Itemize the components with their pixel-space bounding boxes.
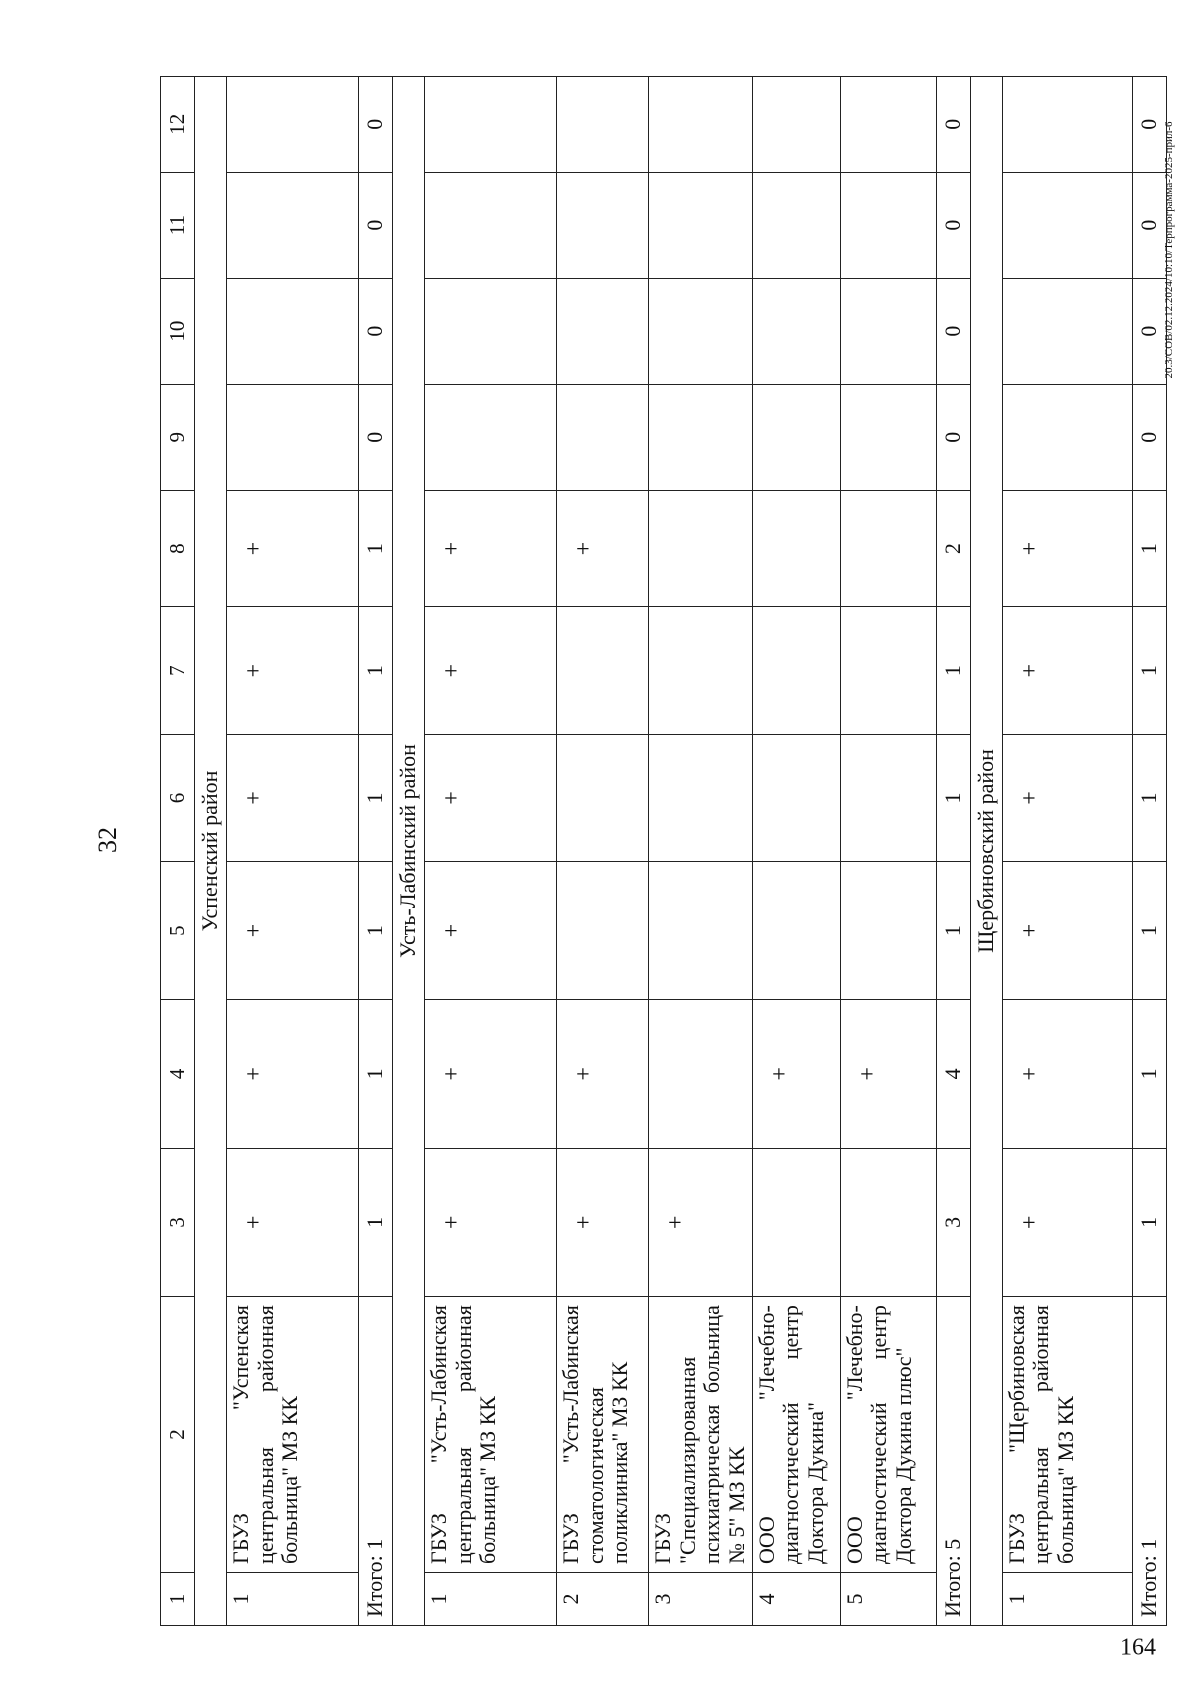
mark-cell: + [840,1000,936,1149]
total-value: 1 [936,862,970,1000]
mark-cell [840,1148,936,1297]
total-value: 1 [359,734,393,861]
mark-cell: + [1002,1148,1132,1297]
total-value: 0 [936,384,970,490]
column-header-2: 2 [161,1297,195,1573]
column-header-10: 10 [161,278,195,384]
mark-cell: + [557,1148,649,1297]
mark-cell: + [227,1148,359,1297]
total-value: 1 [1132,490,1166,607]
mark-cell: + [227,734,359,861]
column-header-4: 4 [161,1000,195,1149]
mark-cell [227,77,359,173]
mark-cell: + [425,490,557,607]
mark-cell [840,384,936,490]
mark-cell [840,77,936,173]
total-value: 1 [359,1148,393,1297]
mark-cell [752,384,840,490]
mark-cell [649,1000,753,1149]
row-number: 3 [649,1572,753,1625]
total-label: Итого: 1 [359,1297,393,1626]
mark-cell [1002,172,1132,278]
mark-cell: + [1002,734,1132,861]
total-value: 0 [359,384,393,490]
column-header-3: 3 [161,1148,195,1297]
column-header-8: 8 [161,490,195,607]
total-row [359,77,393,1626]
mark-cell [752,490,840,607]
total-value: 0 [359,77,393,173]
total-label: Итого: 5 [936,1297,970,1626]
total-value: 0 [936,172,970,278]
total-value: 0 [359,278,393,384]
mark-cell [557,862,649,1000]
mark-cell [557,278,649,384]
mark-cell: + [649,1148,753,1297]
register-table-rotated [160,76,1161,1626]
mark-cell [752,172,840,278]
mark-cell: + [425,1000,557,1149]
table-row [1002,77,1132,1626]
column-header-9: 9 [161,384,195,490]
mark-cell [649,77,753,173]
mark-cell [752,1148,840,1297]
page-number-top: 32 [93,827,122,853]
header-row [161,77,195,1626]
total-value: 1 [359,862,393,1000]
row-number: 2 [557,1572,649,1625]
mark-cell [425,77,557,173]
document-code: 20.3/СОВ/02.12.2024/10:10/Терпрограмма-2025-прил-6 [1163,121,1175,379]
mark-cell [649,862,753,1000]
mark-cell: + [752,1000,840,1149]
mark-cell [649,384,753,490]
mark-cell [425,172,557,278]
mark-cell [752,607,840,734]
mark-cell [1002,77,1132,173]
mark-cell [557,607,649,734]
total-label: Итого: 1 [1132,1297,1166,1626]
total-row [1132,77,1166,1626]
column-header-5: 5 [161,862,195,1000]
total-value: 4 [936,1000,970,1149]
table-row [425,77,557,1626]
column-header-7: 7 [161,607,195,734]
mark-cell [649,607,753,734]
mark-cell: + [227,607,359,734]
table-row [840,77,936,1626]
mark-cell: + [227,862,359,1000]
total-value: 1 [359,607,393,734]
district-name: Успенский район [195,77,227,1626]
mark-cell [557,384,649,490]
total-value: 0 [1132,172,1166,278]
organization-name: ГБУЗ "Усть-Лабинская центральная районная больница" МЗ КК [425,1297,557,1573]
mark-cell: + [425,1148,557,1297]
district-row [970,77,1002,1626]
mark-cell [557,734,649,861]
table-body [161,77,1167,1626]
total-value: 0 [936,278,970,384]
table-row [649,77,753,1626]
total-value: 2 [936,490,970,607]
mark-cell [840,862,936,1000]
mark-cell [1002,384,1132,490]
organization-name: ООО "Лечебно-диагностический центр Доктора Дукина" [752,1297,840,1573]
row-number: 1 [425,1572,557,1625]
column-header-12: 12 [161,77,195,173]
mark-cell [227,384,359,490]
organization-name: ГБУЗ "Специализированная психиатрическая больница № 5" МЗ КК [649,1297,753,1573]
mark-cell [1002,278,1132,384]
column-header-11: 11 [161,172,195,278]
table-row [227,77,359,1626]
total-value: 0 [359,172,393,278]
mark-cell [227,278,359,384]
total-row [936,77,970,1626]
mark-cell: + [1002,862,1132,1000]
total-value: 1 [1132,607,1166,734]
mark-cell [840,172,936,278]
mark-cell [840,734,936,861]
mark-cell: + [557,490,649,607]
row-number: 5 [840,1572,936,1625]
mark-cell: + [557,1000,649,1149]
district-row [393,77,425,1626]
mark-cell: + [227,490,359,607]
mark-cell [752,862,840,1000]
mark-cell: + [1002,607,1132,734]
total-value: 0 [1132,278,1166,384]
column-header-1: 1 [161,1572,195,1625]
mark-cell: + [1002,1000,1132,1149]
total-value: 1 [936,607,970,734]
mark-cell: + [425,734,557,861]
total-value: 0 [1132,384,1166,490]
total-value: 3 [936,1148,970,1297]
organization-name: ООО "Лечебно-диагностический центр Доктора Дукина плюс" [840,1297,936,1573]
total-value: 1 [1132,1148,1166,1297]
organization-name: ГБУЗ "Успенская центральная районная больница" МЗ КК [227,1297,359,1573]
total-value: 1 [1132,734,1166,861]
column-header-6: 6 [161,734,195,861]
mark-cell [425,384,557,490]
mark-cell [557,172,649,278]
mark-cell [840,278,936,384]
mark-cell: + [425,862,557,1000]
mark-cell: + [227,1000,359,1149]
mark-cell [227,172,359,278]
table-row [557,77,649,1626]
mark-cell [840,607,936,734]
total-value: 1 [936,734,970,861]
district-row [195,77,227,1626]
row-number: 1 [227,1572,359,1625]
table-row [752,77,840,1626]
total-value: 0 [936,77,970,173]
mark-cell [425,278,557,384]
mark-cell [752,77,840,173]
district-name: Усть-Лабинский район [393,77,425,1626]
page-number-bottom: 164 [1120,1634,1156,1661]
mark-cell: + [425,607,557,734]
register-table [160,76,1167,1626]
mark-cell [557,77,649,173]
mark-cell [649,172,753,278]
district-name: Щербиновский район [970,77,1002,1626]
total-value: 1 [359,1000,393,1149]
mark-cell [649,734,753,861]
total-value: 0 [1132,77,1166,173]
total-value: 1 [1132,862,1166,1000]
mark-cell [752,734,840,861]
mark-cell [752,278,840,384]
row-number: 4 [752,1572,840,1625]
row-number: 1 [1002,1572,1132,1625]
mark-cell [649,490,753,607]
total-value: 1 [359,490,393,607]
organization-name: ГБУЗ "Усть-Лабинская стоматологическая поликлиника" МЗ КК [557,1297,649,1573]
mark-cell [649,278,753,384]
mark-cell: + [1002,490,1132,607]
organization-name: ГБУЗ "Щербиновская центральная районная больница" МЗ КК [1002,1297,1132,1573]
total-value: 1 [1132,1000,1166,1149]
mark-cell [840,490,936,607]
